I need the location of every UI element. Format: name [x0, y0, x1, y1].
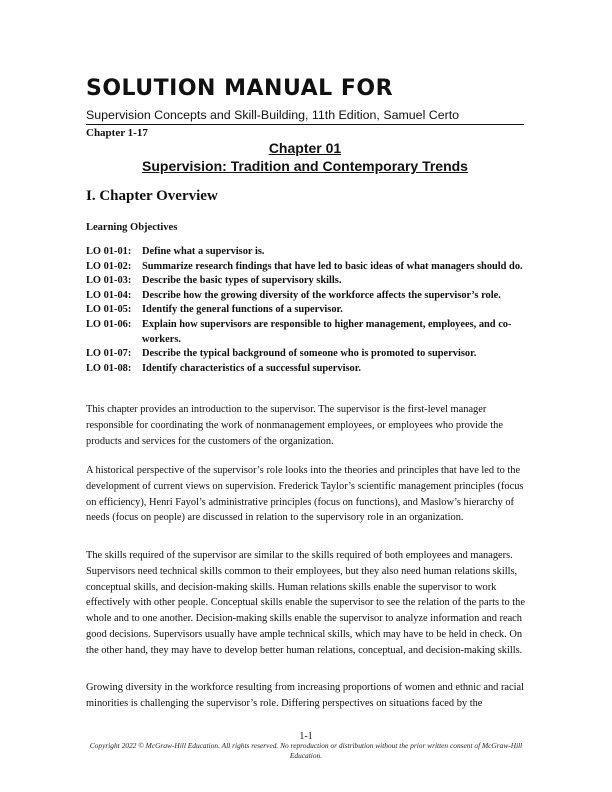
objective-code: LO 01-01: — [86, 246, 132, 257]
objective-code: LO 01-05: — [86, 304, 132, 316]
objective-item — [86, 260, 536, 275]
chapter-reference: Chapter 1-17 — [86, 127, 148, 139]
learning-objectives-list — [86, 245, 536, 376]
objective-code: LO 01-08: — [86, 362, 132, 374]
diversity-paragraph: Growing diversity in the workforce resulting from increasing proportions of women and ethnic and racial minorities is challenging the supervisor’s role. Differing perspectives on situations faced by the — [86, 682, 525, 709]
book-subtitle: Supervision Concepts and Skill-Building, 11th Edition, Samuel Certo — [86, 108, 460, 122]
objective-code: LO 01-07: — [86, 348, 132, 360]
chapter-number: Chapter 01 — [268, 140, 342, 156]
objective-item — [86, 289, 536, 304]
objective-text: Summarize research findings that have led to basic ideas of what managers should do. — [142, 260, 523, 272]
objective-item — [86, 318, 536, 347]
overview-paragraph: This chapter provides an introduction to the supervisor. The supervisor is the first-level manager responsible for coordinating the work of nonmanagement employees, or employees who provide the products and services for the customers of the organization. — [86, 404, 503, 447]
section-heading: I. Chapter Overview — [86, 188, 218, 204]
header-rule — [86, 124, 524, 125]
objective-code: LO 01-06: — [86, 318, 132, 330]
objective-text: Describe how the growing diversity of the workforce affects the supervisor’s role. — [142, 289, 501, 301]
history-paragraph: A historical perspective of the supervisor’s role looks into the theories and principles that have led to the development of current views on supervision. Frederick Taylor’s scientific management principles (focus on efficiency), Henri Fayol’s administrative principles (focus on functions), and Maslow’s hierarchy of needs (focus on people) are discussed in relation to the supervisory role in an organization. — [86, 465, 524, 524]
copyright-notice: Copyright 2022 © McGraw-Hill Education. All rights reserved. No reproduction or distribution without the prior written consent of McGraw-Hill Education. — [89, 741, 523, 760]
page-number: 1-1 — [299, 731, 313, 742]
objective-text: Explain how supervisors are responsible to higher management, employees, and co-workers. — [142, 318, 512, 345]
objective-item — [86, 303, 536, 318]
objective-code: LO 01-02: — [86, 260, 132, 272]
objective-item — [86, 362, 536, 377]
objective-item — [86, 347, 536, 362]
objective-item — [86, 274, 536, 289]
objective-text: Define what a supervisor is. — [142, 246, 265, 257]
objective-code: LO 01-04: — [86, 289, 132, 301]
objective-code: LO 01-03: — [86, 275, 132, 287]
manual-title: SOLUTION MANUAL FOR — [86, 76, 394, 101]
chapter-title: Supervision: Tradition and Contemporary Trends — [142, 158, 468, 174]
learning-objectives-heading: Learning Objectives — [86, 222, 178, 233]
objective-text: Identify characteristics of a successful supervisor. — [142, 362, 361, 374]
objective-item — [86, 245, 536, 260]
objective-text: Identify the general functions of a supervisor. — [142, 304, 343, 316]
skills-paragraph: The skills required of the supervisor are similar to the skills required of both employees and managers. Supervisors need technical skills common to their employees, but they also need human relations skills, conceptual skills, and decision-making skills. Human relations skills enable the supervisor to work effectively with other people. Conceptual skills enable the supervisor to see the relation of the parts to the whole and to one another. Decision-making skills enable the supervisor to analyze information and reach good decisions. Supervisors usually have ample technical skills, which may have to be held in check. On the other hand, they may have to develop better human relations, conceptual, and decision-making skills. — [86, 550, 525, 656]
objective-text: Describe the typical background of someone who is promoted to supervisor. — [142, 348, 477, 360]
objective-text: Describe the basic types of supervisory skills. — [142, 275, 342, 287]
